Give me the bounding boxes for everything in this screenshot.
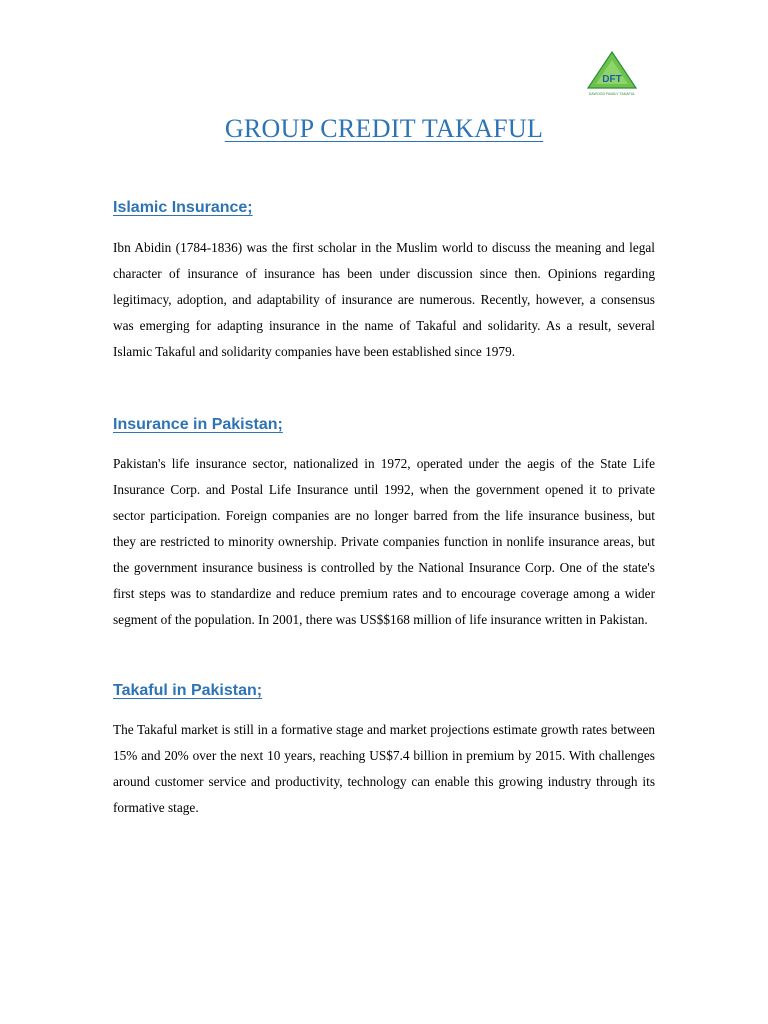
document-title xyxy=(0,114,768,144)
section-heading-insurance-in-pakistan: Insurance in Pakistan; xyxy=(113,416,283,433)
document-title-text: GROUP CREDIT TAKAFUL xyxy=(224,114,544,143)
logo-text: DFT xyxy=(602,74,622,85)
section-body-islamic-insurance: Ibn Abidin (1784-1836) was the first scholar in the Muslim world to discuss the meaning and legal character of insurance of insurance has been under discussion since then. Opinions regarding legitimacy, adoption, and adaptability of insurance are numerous. Recently, however, a consensus was emerging for adapting insurance in the name of Takaful and solidarity. As a result, several Islamic Takaful and solidarity companies have been established since 1979. xyxy=(113,240,655,359)
section-body-takaful-in-pakistan: The Takaful market is still in a formative stage and market projections estimate growth rates between 15% and 20% over the next 10 years, reaching US$7.4 billion in premium by 2015. With challenges around customer service and productivity, technology can enable this growing industry through its formative stage. xyxy=(113,722,655,815)
logo-tagline: DAWOOD FAMILY TAKAFUL xyxy=(588,92,636,96)
company-logo xyxy=(582,50,642,100)
triangle-tree-logo-icon xyxy=(582,50,642,100)
section-heading-islamic-insurance: Islamic Insurance; xyxy=(113,199,253,216)
section-heading-takaful-in-pakistan: Takaful in Pakistan; xyxy=(113,682,263,699)
section-body-insurance-in-pakistan: Pakistan's life insurance sector, nationalized in 1972, operated under the aegis of the State Life Insurance Corp. and Postal Life Insurance until 1992, when the government opened it to private sector participation. Foreign companies are no longer barred from the life insurance business, but they are restricted to minority ownership. Private companies function in nonlife insurance areas, but the government insurance business is controlled by the National Insurance Corp. One of the state's first steps was to standardize and reduce premium rates and to encourage coverage among a wider segment of the population. In 2001, there was US$$168 million of life insurance written in Pakistan. xyxy=(113,456,655,627)
